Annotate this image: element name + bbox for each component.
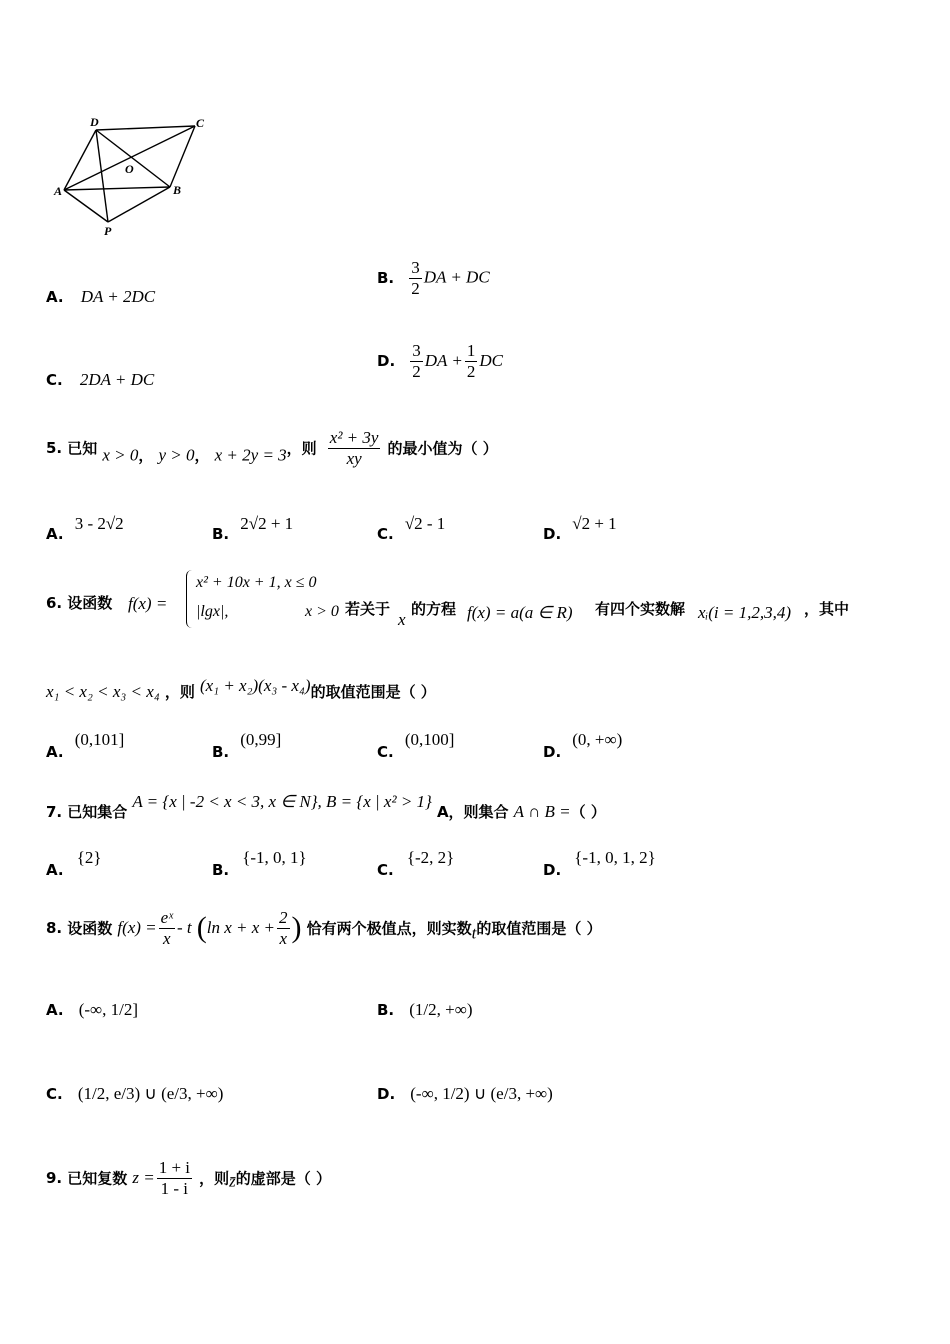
label-o: O (125, 162, 134, 176)
q4-option-a-text: DA + 2DC (80, 287, 156, 306)
edge-bp (108, 187, 170, 222)
q6-eq: f(x) = a(a ∈ R) (467, 603, 573, 622)
q6-t5: ，其中 (804, 600, 850, 618)
edge-ab (64, 187, 170, 190)
q8-option-a[interactable]: A. (-∞, 1/2] (46, 1000, 139, 1019)
q7-option-d[interactable]: D. {-1, 0, 1, 2} (543, 848, 656, 879)
label-a: A (54, 184, 63, 198)
label-p: P (104, 224, 112, 238)
q6-option-b[interactable]: B. (0,99] (212, 730, 282, 761)
q6-option-a[interactable]: A. (0,101] (46, 730, 125, 761)
q9-stem: 9. 已知复数 z = $\frac{1 + i}{1 - i}$ ，则z̄的虚部是（ ） (46, 1158, 331, 1198)
q6-brace (186, 570, 193, 628)
q6-case1: x² + 10x + 1, x ≤ 0 (196, 574, 317, 591)
q6-roots: xᵢ(i = 1,2,3,4) (698, 603, 792, 622)
q6-case2-cond: x > 0 (305, 603, 339, 620)
q6-option-d[interactable]: D. (0, +∞) (543, 730, 623, 761)
q4-option-d[interactable]: D. $\frac{3}{2}$ DA + $\frac{1}{2}$ DC (377, 341, 503, 381)
q8-option-b[interactable]: B. (1/2, +∞) (377, 1000, 473, 1019)
q7-option-a[interactable]: A. {2} (46, 848, 102, 879)
q5-stem: 5. 已知 x > 0， y > 0， x + 2y = 3，则 $\frac{\text{x² + 3y}}{xy}$ 的最小值为（ ） (46, 428, 498, 468)
q6-var: x (398, 610, 406, 629)
edge-cb (170, 126, 195, 187)
q4-option-b[interactable]: B. $\frac{3}{2}$ DA + DC (377, 258, 490, 298)
edge-ap (64, 190, 108, 222)
label-b: B (173, 183, 182, 197)
q6-case2: |lgx|, (196, 603, 229, 620)
q5-option-d[interactable]: D. √2 + 1 (543, 514, 617, 543)
q6-t4: 有四个实数解 (595, 600, 686, 618)
edge-dp (96, 130, 108, 222)
diagonal-ac (64, 126, 195, 190)
q4-option-a[interactable]: A. DA + 2DC (46, 287, 156, 306)
q7-option-c[interactable]: C. {-2, 2} (377, 848, 455, 879)
label-d: D (90, 115, 99, 129)
q6-fx: f(x) = (128, 594, 168, 613)
q4-option-b-text: DA + DC (423, 267, 490, 287)
q6-stem-line1: 6. 设函数 (46, 594, 113, 612)
parallelogram-figure (50, 110, 220, 240)
diagonal-db (96, 130, 170, 187)
q8-option-c[interactable]: C. (1/2, e/3) ∪ (e/3, +∞) (46, 1084, 224, 1103)
q6-t2: 若关于 (345, 600, 391, 618)
q5-option-c[interactable]: C. √2 - 1 (377, 514, 446, 543)
label-c: C (196, 116, 205, 130)
q6-option-c[interactable]: C. (0,100] (377, 730, 455, 761)
q7-option-b[interactable]: B. {-1, 0, 1} (212, 848, 307, 879)
edge-dc (96, 126, 195, 130)
edge-da (64, 130, 96, 190)
q4-option-c[interactable]: C. 2DA + DC (46, 370, 155, 389)
q8-option-d[interactable]: D. (-∞, 1/2) ∪ (e/3, +∞) (377, 1084, 553, 1103)
q4-option-c-text: 2DA + DC (79, 370, 155, 389)
q5-option-a[interactable]: A. 3 - 2√2 (46, 514, 124, 543)
q6-t3: 的方程 (411, 600, 457, 618)
q5-option-b[interactable]: B. 2√2 + 1 (212, 514, 294, 543)
q8-stem: 8. 设函数 f(x) = $\frac{\text{eˣ}}{x}$ - t (ln x + x + $\frac{2}{x}$ ) 恰有两个极值点，则实数t的取值范围是（ ） (46, 908, 602, 948)
q6-stem-line2: x₁ < x₂ < x₃ < x₄ ，则 (x₁ + x₂)(x₃ - x₄)的取值范围是（ ） (46, 676, 436, 701)
q7-stem: 7. 已知集合 A = {x | -2 < x < 3, x ∈ N}, B = {x | x² > 1} A，则集合 A ∩ B =（ ） (46, 792, 606, 821)
